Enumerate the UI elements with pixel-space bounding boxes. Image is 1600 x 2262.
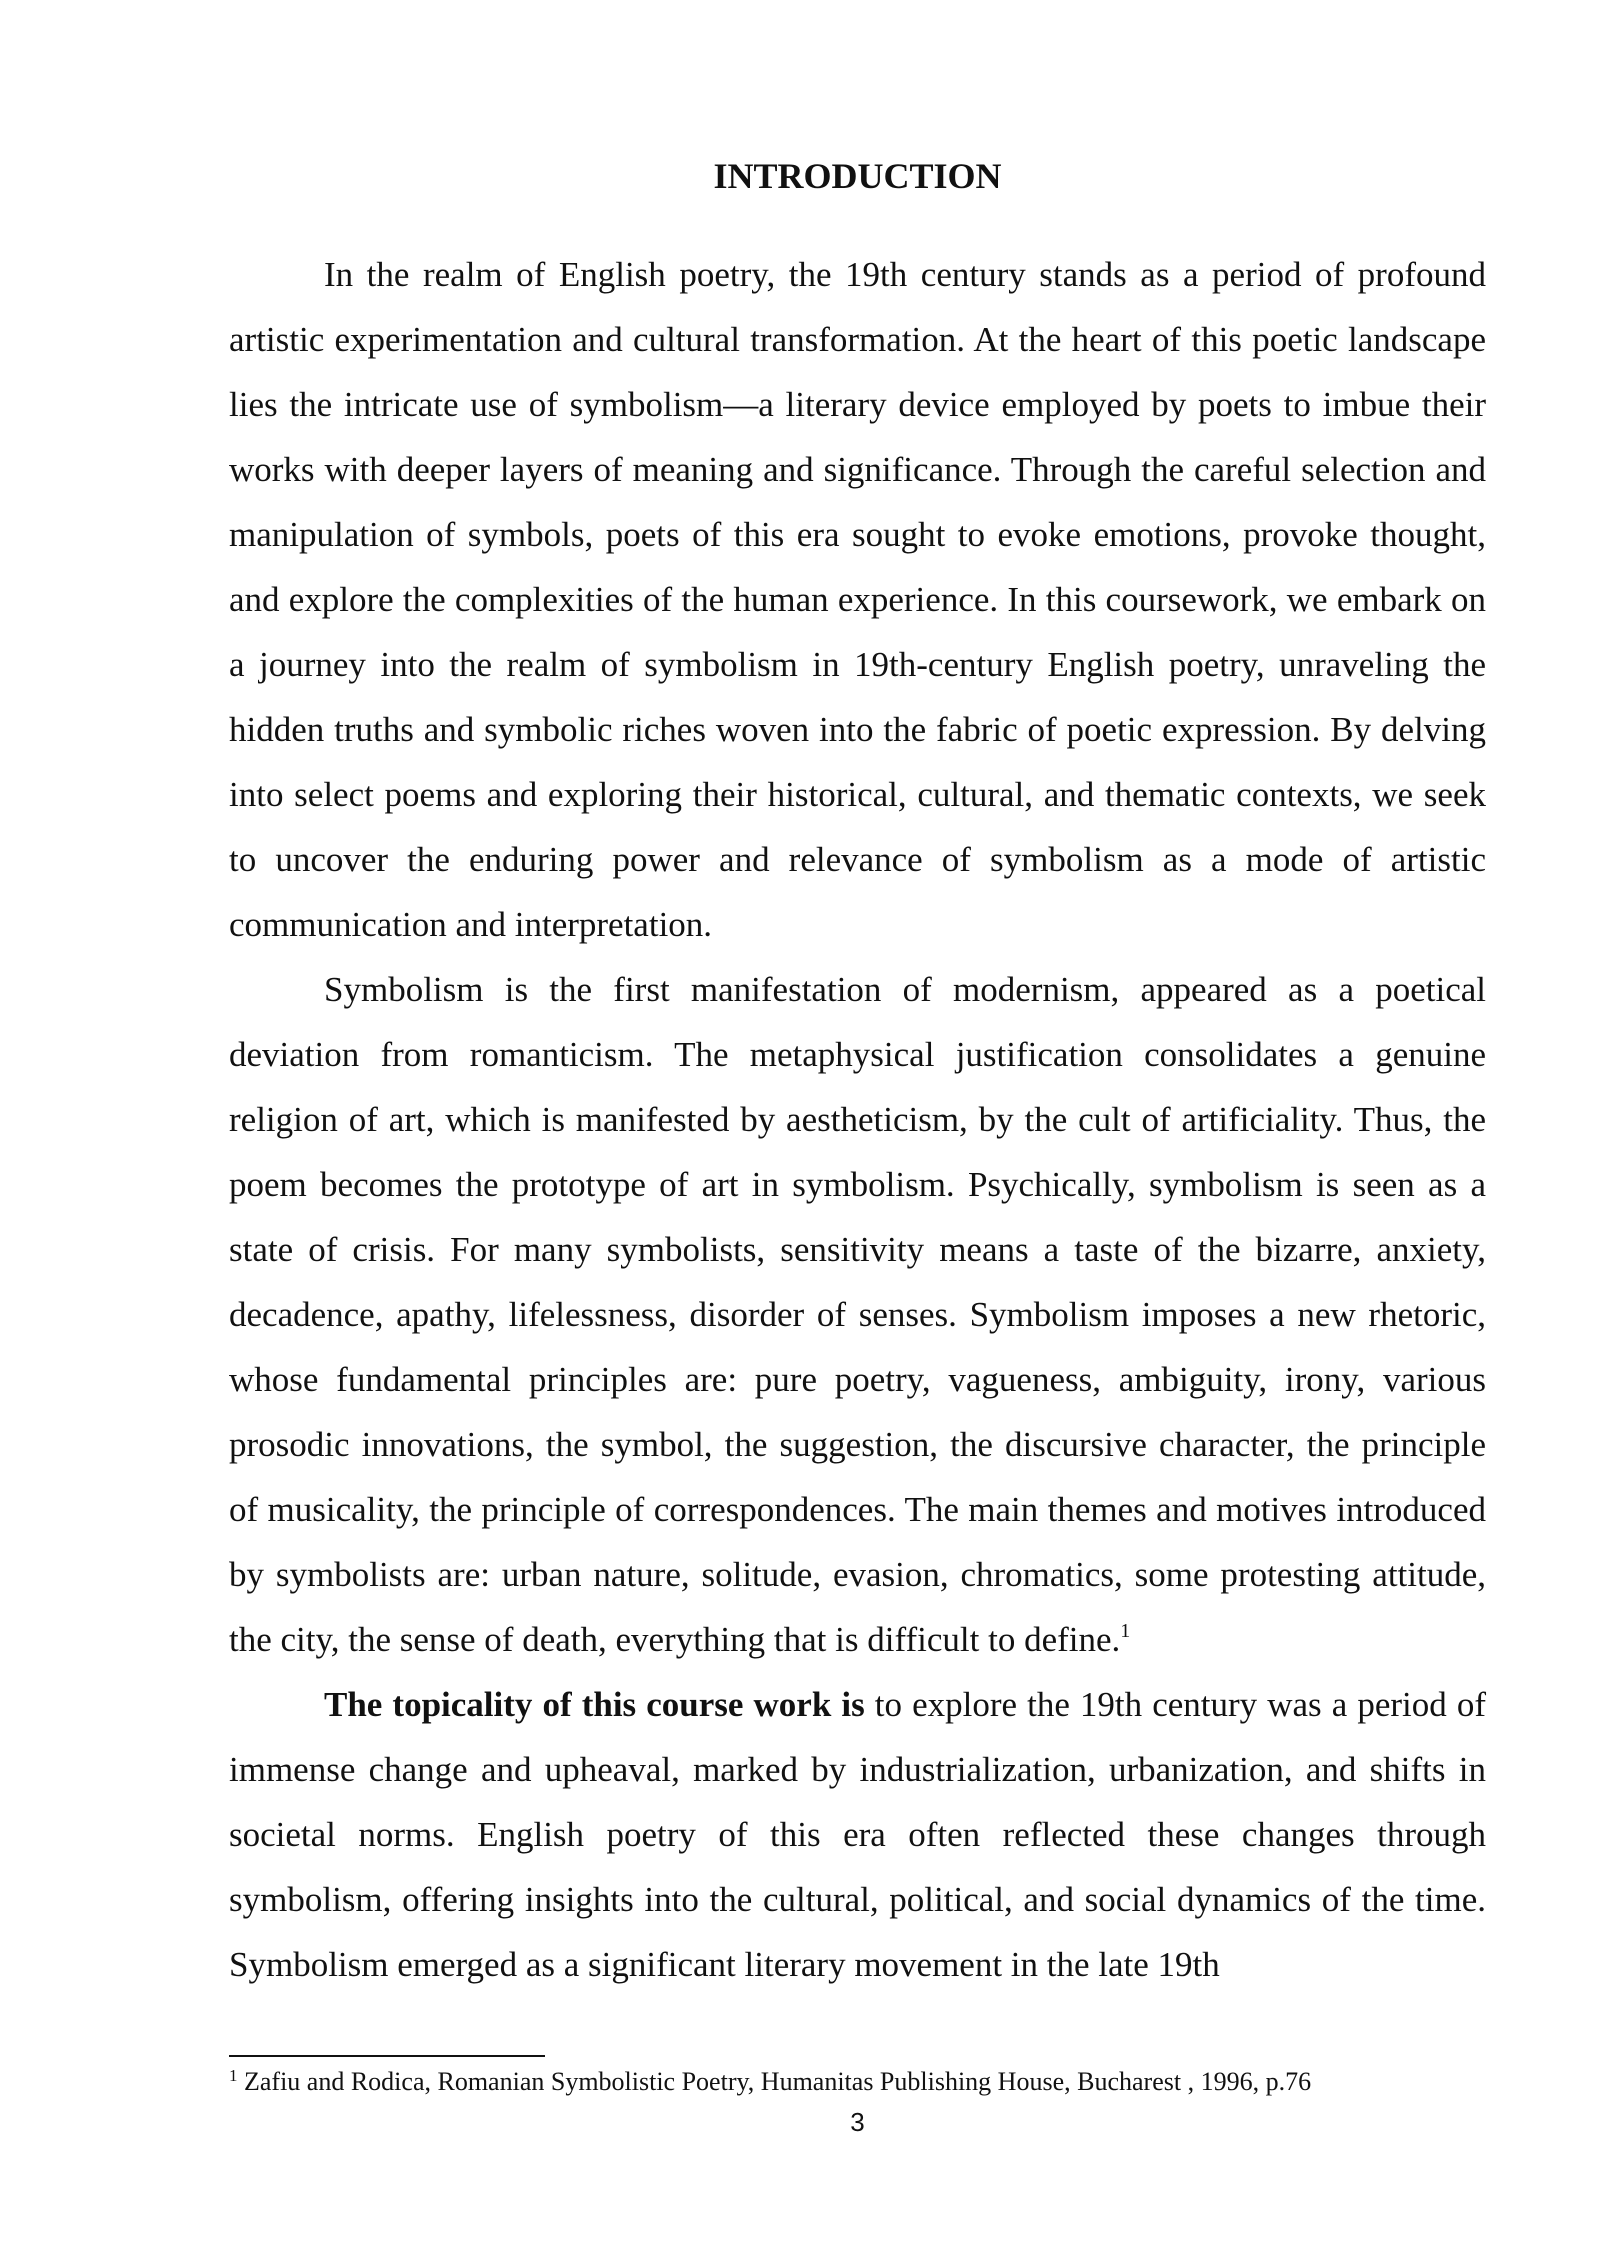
topicality-text: to explore the 19th century was a period of immense change and upheaval, marked by industrialization, urbanization, and shifts in societal norms. English poetry of this era often reflected these changes through symbolism, offering insights into the cultural, political, and social dynamics of the time. Symbolism emerged as a significant literary movement in the late 19th — [229, 1685, 1486, 1984]
page-title: INTRODUCTION — [713, 156, 1002, 196]
footnote-text: Zafiu and Rodica, Romanian Symbolistic Poetry, Humanitas Publishing House, Bucharest , 1996, p.76 — [237, 2067, 1312, 2096]
paragraph-symbolism — [229, 957, 1486, 1672]
document-page — [229, 0, 1486, 2262]
paragraph-intro: In the realm of English poetry, the 19th century stands as a period of profound artistic experimentation and cultural transformation. At the heart of this poetic landscape lies the intricate use of symbolism—a literary device employed by poets to imbue their works with deeper layers of meaning and significance. Through the careful selection and manipulation of symbols, poets of this era sought to evoke emotions, provoke thought, and explore the complexities of the human experience. In this coursework, we embark on a journey into the realm of symbolism in 19th-century English poetry, unraveling the hidden truths and symbolic riches woven into the fabric of poetic expression. By delving into select poems and exploring their historical, cultural, and thematic contexts, we seek to uncover the enduring power and relevance of symbolism as a mode of artistic communication and interpretation. — [229, 255, 1486, 944]
footnote-marker: 1 — [229, 2066, 238, 2085]
paragraph-topicality — [229, 1672, 1486, 1997]
footnote — [229, 2064, 1486, 2100]
topicality-heading: The topicality of this course work is — [324, 1685, 865, 1724]
footnote-reference[interactable]: 1 — [1120, 1620, 1131, 1642]
page-number: 3 — [850, 2107, 865, 2137]
paragraph-symbolism-text: Symbolism is the first manifestation of modernism, appeared as a poetical deviation from romanticism. The metaphysical justification consolidates a genuine religion of art, which is manifested by aestheticism, by the cult of artificiality. Thus, the poem becomes the prototype of art in symbolism. Psychically, symbolism is seen as a state of crisis. For many symbolists, sensitivity means a taste of the bizarre, anxiety, decadence, apathy, lifelessness, disorder of senses. Symbolism imposes a new rhetoric, whose fundamental principles are: pure poetry, vagueness, ambiguity, irony, various prosodic innovations, the symbol, the suggestion, the discursive character, the principle of musicality, the principle of correspondences. The main themes and motives introduced by symbolists are: urban nature, solitude, evasion, chromatics, some protesting attitude, the city, the sense of death, everything that is difficult to define. — [229, 970, 1486, 1659]
footnote-separator — [229, 2055, 545, 2057]
body-text — [229, 242, 1486, 1997]
